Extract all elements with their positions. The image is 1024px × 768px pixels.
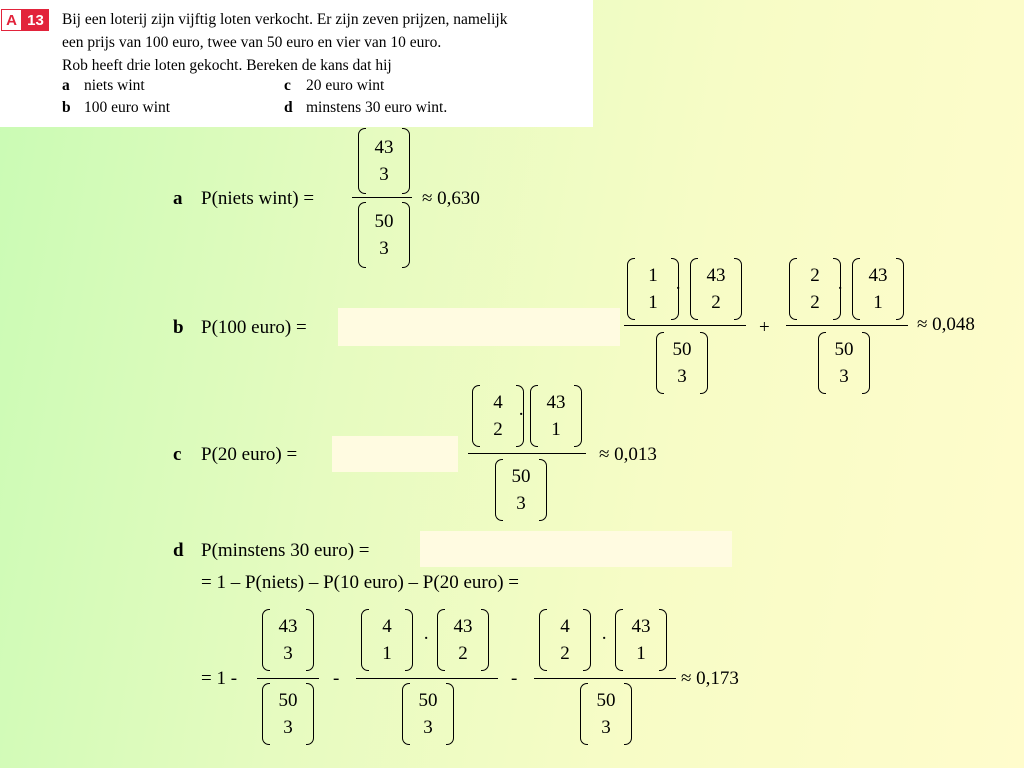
binom-left-paren <box>580 683 588 745</box>
solution-a-label: a <box>173 188 183 209</box>
binom-top: 43 <box>278 616 298 637</box>
binom-right-paren <box>539 459 547 521</box>
binom-values <box>797 258 833 320</box>
option-c-letter: c <box>284 77 291 94</box>
fraction-bar-b2 <box>786 325 908 326</box>
binom-bottom: 3 <box>283 717 293 738</box>
binom-values <box>369 609 405 671</box>
binom-bottom: 2 <box>810 292 820 313</box>
binom-values <box>270 609 306 671</box>
multiply-dot: · <box>423 628 430 649</box>
solution-d-lhs: P(minstens 30 euro) = <box>201 540 370 561</box>
binom-bottom: 1 <box>382 643 392 664</box>
binom-values <box>588 683 624 745</box>
binom-c-n1 <box>472 385 524 447</box>
solution-c-lhs: P(20 euro) = <box>201 444 298 465</box>
binom-b1-n2 <box>690 258 742 320</box>
multiply-dot: · <box>837 278 844 299</box>
binom-b2-n2 <box>852 258 904 320</box>
binom-bottom: 3 <box>839 366 849 387</box>
binom-top: 43 <box>453 616 473 637</box>
binom-left-paren <box>361 609 369 671</box>
binom-d3-den <box>580 683 632 745</box>
binom-bottom: 3 <box>423 717 433 738</box>
binom-left-paren <box>627 258 635 320</box>
option-c-text: 20 euro wint <box>306 77 385 94</box>
solution-b-result: ≈ 0,048 <box>917 314 975 335</box>
binom-d1-den <box>262 683 314 745</box>
binom-bottom: 3 <box>516 493 526 514</box>
binom-values <box>480 385 516 447</box>
binom-top: 50 <box>278 690 298 711</box>
binom-left-paren <box>852 258 860 320</box>
binom-top: 1 <box>648 265 658 286</box>
binom-top: 4 <box>560 616 570 637</box>
binom-values <box>366 202 402 268</box>
binom-bottom: 2 <box>711 292 721 313</box>
problem-line-2: een prijs van 100 euro, twee van 50 euro en vier van 10 euro. <box>62 34 442 51</box>
binom-right-paren <box>700 332 708 394</box>
binom-top: 43 <box>868 265 888 286</box>
option-b-text: 100 euro wint <box>84 99 171 116</box>
binom-left-paren <box>437 609 445 671</box>
binom-a-num <box>358 128 410 194</box>
problem-line-3: Rob heeft drie loten gekocht. Bereken de kans dat hij <box>62 57 392 74</box>
binom-left-paren <box>789 258 797 320</box>
binom-values <box>503 459 539 521</box>
binom-a-den <box>358 202 410 268</box>
binom-top: 43 <box>631 616 651 637</box>
highlight-box-c <box>332 436 458 472</box>
solution-a-lhs: P(niets wint) = <box>201 188 315 209</box>
binom-c-n2 <box>530 385 582 447</box>
solution-d-label: d <box>173 540 184 561</box>
binom-top: 43 <box>374 137 394 158</box>
binom-values <box>270 683 306 745</box>
problem-line-1: Bij een loterij zijn vijftig loten verkocht. Er zijn zeven prijzen, namelijk <box>62 11 508 28</box>
fraction-bar-c <box>468 453 586 454</box>
binom-d3-n1 <box>539 609 591 671</box>
binom-left-paren <box>262 683 270 745</box>
binom-b1-n1 <box>627 258 682 320</box>
binom-d2-n2 <box>437 609 489 671</box>
badge-number: 13 <box>22 9 49 31</box>
binom-left-paren <box>358 128 366 194</box>
binom-right-paren <box>405 609 413 671</box>
binom-top: 43 <box>546 392 566 413</box>
option-d-text: minstens 30 euro wint. <box>306 99 448 116</box>
binom-top: 50 <box>374 211 394 232</box>
option-b <box>62 99 170 117</box>
binom-b2-den <box>818 332 870 394</box>
option-a <box>62 77 145 95</box>
option-a-text: niets wint <box>84 77 145 94</box>
minus-sign: - <box>333 668 340 689</box>
option-d-letter: d <box>284 99 293 116</box>
binom-values <box>445 609 481 671</box>
binom-right-paren <box>574 385 582 447</box>
binom-top: 50 <box>511 466 531 487</box>
binom-right-paren <box>402 128 410 194</box>
binom-d2-n1 <box>361 609 413 671</box>
binom-top: 4 <box>493 392 503 413</box>
binom-bottom: 3 <box>601 717 611 738</box>
binom-bottom: 2 <box>560 643 570 664</box>
binom-left-paren <box>358 202 366 268</box>
binom-bottom: 2 <box>493 419 503 440</box>
binom-top: 2 <box>810 265 820 286</box>
binom-right-paren <box>402 202 410 268</box>
binom-right-paren <box>896 258 904 320</box>
exercise-badge <box>1 9 49 31</box>
multiply-dot: · <box>518 404 525 425</box>
binom-right-paren <box>659 609 667 671</box>
binom-right-paren <box>862 332 870 394</box>
binom-values <box>860 258 896 320</box>
binom-bottom: 3 <box>283 643 293 664</box>
option-c <box>284 77 384 95</box>
binom-values <box>366 128 402 194</box>
fraction-bar-a <box>352 197 412 198</box>
binom-right-paren <box>306 683 314 745</box>
binom-left-paren <box>690 258 698 320</box>
multiply-dot: · <box>601 628 608 649</box>
binom-left-paren <box>530 385 538 447</box>
minus-sign: - <box>511 668 518 689</box>
binom-values <box>635 258 671 320</box>
fraction-bar-b1 <box>624 325 746 326</box>
binom-right-paren <box>306 609 314 671</box>
binom-top: 50 <box>418 690 438 711</box>
binom-bottom: 3 <box>379 238 389 259</box>
binom-bottom: 1 <box>873 292 883 313</box>
binom-top: 50 <box>672 339 692 360</box>
option-a-letter: a <box>62 77 70 94</box>
binom-c-den <box>495 459 547 521</box>
binom-right-paren <box>734 258 742 320</box>
binom-left-paren <box>818 332 826 394</box>
binom-left-paren <box>615 609 623 671</box>
binom-right-paren <box>446 683 454 745</box>
binom-left-paren <box>472 385 480 447</box>
binom-right-paren <box>583 609 591 671</box>
binom-left-paren <box>656 332 664 394</box>
binom-b2-n1 <box>789 258 844 320</box>
option-b-letter: b <box>62 99 71 116</box>
binom-right-paren <box>624 683 632 745</box>
binom-top: 50 <box>834 339 854 360</box>
highlight-box-d <box>420 531 732 567</box>
binom-left-paren <box>402 683 410 745</box>
solution-d-line2: = 1 – P(niets) – P(10 euro) – P(20 euro) = <box>201 572 519 593</box>
solution-d-one-minus: = 1 - <box>201 668 238 689</box>
fraction-bar-d2 <box>356 678 498 679</box>
binom-values <box>826 332 862 394</box>
binom-bottom: 1 <box>636 643 646 664</box>
solution-d-result: ≈ 0,173 <box>681 668 739 689</box>
solution-c-result: ≈ 0,013 <box>599 444 657 465</box>
badge-letter: A <box>1 9 22 31</box>
binom-bottom: 3 <box>677 366 687 387</box>
fraction-bar-d3 <box>534 678 676 679</box>
binom-d1-num <box>262 609 314 671</box>
solution-b-label: b <box>173 317 184 338</box>
binom-left-paren <box>539 609 547 671</box>
binom-bottom: 1 <box>551 419 561 440</box>
binom-bottom: 3 <box>379 164 389 185</box>
binom-top: 4 <box>382 616 392 637</box>
binom-values <box>623 609 659 671</box>
option-d <box>284 99 447 117</box>
binom-top: 43 <box>706 265 726 286</box>
solution-a-result: ≈ 0,630 <box>422 188 480 209</box>
binom-left-paren <box>262 609 270 671</box>
multiply-dot: · <box>675 278 682 299</box>
problem-statement <box>0 0 593 127</box>
fraction-bar-d1 <box>257 678 319 679</box>
binom-values <box>664 332 700 394</box>
binom-d3-n2 <box>615 609 667 671</box>
plus-sign: + <box>759 317 770 338</box>
highlight-box-b <box>338 308 620 346</box>
binom-d2-den <box>402 683 454 745</box>
binom-values <box>538 385 574 447</box>
binom-right-paren <box>481 609 489 671</box>
solution-b-lhs: P(100 euro) = <box>201 317 307 338</box>
binom-values <box>698 258 734 320</box>
binom-values <box>410 683 446 745</box>
binom-b1-den <box>656 332 708 394</box>
binom-bottom: 1 <box>648 292 658 313</box>
binom-left-paren <box>495 459 503 521</box>
binom-top: 50 <box>596 690 616 711</box>
solution-c-label: c <box>173 444 182 465</box>
binom-values <box>547 609 583 671</box>
binom-bottom: 2 <box>458 643 468 664</box>
